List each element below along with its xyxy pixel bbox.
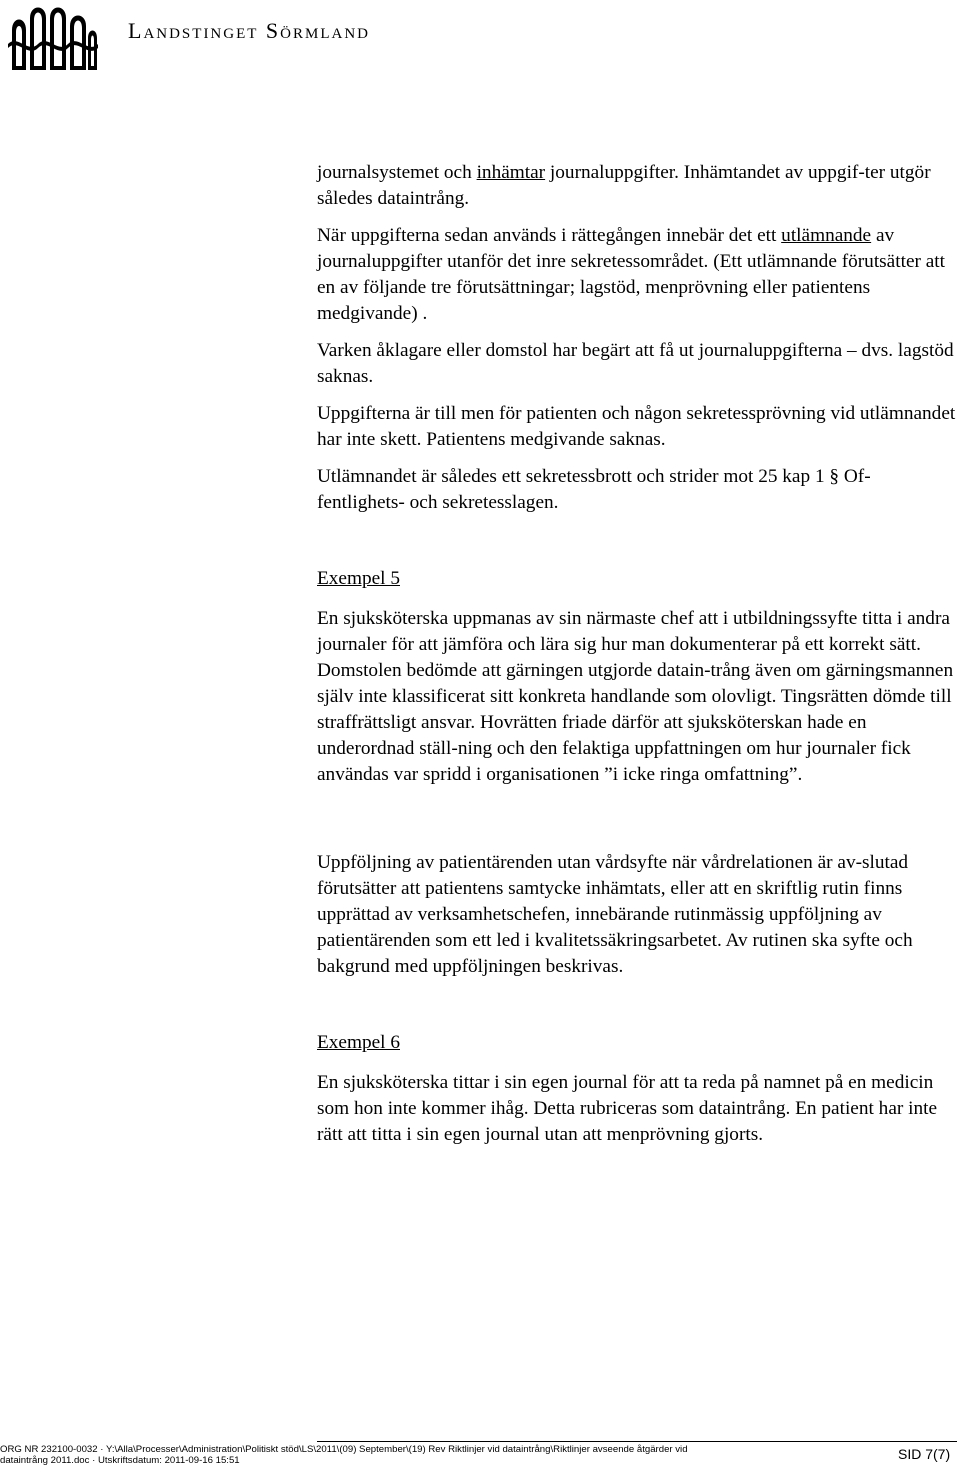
paragraph: Uppföljning av patientärenden utan vårdsyfte när vårdrelationen är av-slutad förutsätter att patientens samtycke inhämtats, eller att en skriftlig rutin finns upprättad av verksamhetschefen, innebärande rutinmässig uppföljning av patientärenden som ett led i kvalitetssäkringsarbetet. Av rutinen ska syfte och bakgrund med uppföljningen beskrivas. bbox=[317, 852, 913, 977]
paragraph bbox=[317, 223, 957, 327]
footer-divider bbox=[317, 1441, 957, 1442]
landstinget-sormland-logo bbox=[8, 4, 98, 72]
footer-print-date: dataintrång 2011.doc · Utskriftsdatum: 2011-09-16 15:51 bbox=[0, 1455, 240, 1466]
example-5-heading: Exempel 5 bbox=[317, 568, 400, 589]
example-6-text: En sjuksköterska tittar i sin egen journal för att ta reda på namnet på en medicin som hon inte kommer ihåg. Detta rubriceras som dataintrång. En patient har inte rätt att titta i sin egen journal utan att menprövning gjorts. bbox=[317, 1072, 938, 1145]
underlined-word: inhämtar bbox=[476, 162, 546, 183]
text-span: När uppgifterna sedan används i rättegången innebär det ett bbox=[317, 225, 782, 246]
page-header bbox=[8, 4, 428, 74]
org-name: Landstinget Sörmland bbox=[128, 18, 370, 43]
footer-path: ORG NR 232100-0032 · Y:\Alla\Processer\Administration\Politiskt stöd\LS\2011\(09) September\(19) Rev Riktlinjer vid dataintrång\Riktlinjer avseende åtgärder vid bbox=[0, 1444, 688, 1455]
paragraph bbox=[317, 160, 957, 212]
text-span: journaluppgifter. Inhämtandet av uppgif-ter utgör således dataintrång. bbox=[317, 162, 931, 209]
paragraph: Uppgifterna är till men för patienten och någon sekretessprövning vid utlämnandet har inte skett. Patientens medgivande saknas. bbox=[317, 403, 956, 450]
paragraph: Utlämnandet är således ett sekretessbrott och strider mot 25 kap 1 § Of-fentlighets- och sekretesslagen. bbox=[317, 466, 871, 513]
footer-document-info bbox=[0, 1444, 880, 1466]
page-number: SID 7(7) bbox=[898, 1446, 951, 1462]
paragraph: Varken åklagare eller domstol har begärt att få ut journaluppgifterna – dvs. lagstöd saknas. bbox=[317, 340, 954, 387]
example-5-text: En sjuksköterska uppmanas av sin närmaste chef att i utbildningssyfte titta i andra journaler för att jämföra och lära sig hur man dokumenterar på ett korrekt sätt. Domstolen bedömde att gärningen utgjorde datain-trång även om gärningsmannen själv inte klassificerat sitt konkreta handlande som olovligt. Tingsrätten dömde till straffrättsligt ansvar. Hovrätten friade därför att sjuksköterskan hade en underordnad ställ-ning och den felaktiga uppfattningen om hur journaler fick användas var spridd i organisationen ”i icke ringa omfattning”. bbox=[317, 608, 954, 785]
document-body bbox=[317, 160, 957, 1148]
underlined-word: utlämnande bbox=[781, 225, 872, 246]
page-footer bbox=[0, 1437, 960, 1468]
example-6-heading: Exempel 6 bbox=[317, 1032, 400, 1053]
text-span: journalsystemet och bbox=[317, 162, 477, 183]
text-span: av journaluppgifter utanför det inre sekretessområdet. (Ett utlämnande förutsätter att en av följande tre förutsättningar; lagstöd, menprövning eller patientens medgivande) . bbox=[317, 225, 946, 324]
